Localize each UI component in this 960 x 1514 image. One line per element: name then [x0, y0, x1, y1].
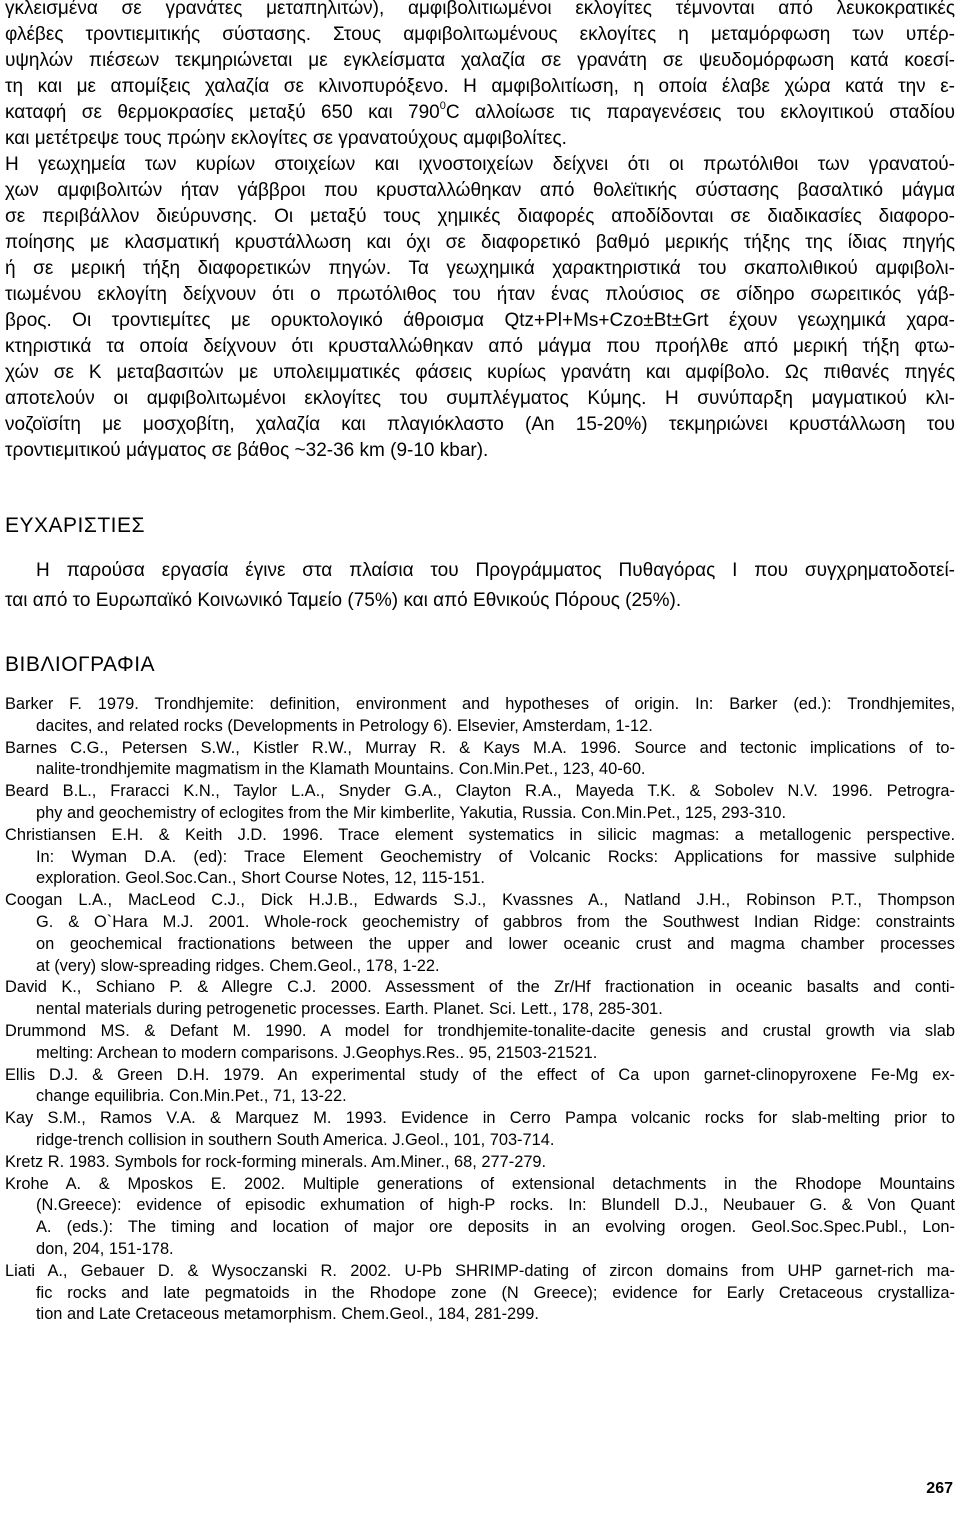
reference-line: Ellis D.J. & Green D.H. 1979. An experimental study of the effect of Ca upon garnet-clinopyroxene Fe-Mg ex-	[5, 1065, 955, 1084]
text-line: και μετέτρεψε τους πρώην εκλογίτες σε γρανατούχους αμφιβολίτες.	[5, 128, 567, 149]
reference-line: Coogan L.A., MacLeod C.J., Dick H.J.B., Edwards S.J., Kvassnes A., Natland J.H., Robinson P.T., Thompson	[5, 891, 955, 910]
text-line: χων αμφιβολιτών ήταν γάββροι που κρυσταλλώθηκαν από θολεϊτικής σύστασης βασαλτικό μάγμα	[5, 180, 955, 201]
reference-line: (N.Greece): evidence of episodic exhumation of high-P rocks. In: Blundell D.J., Neubauer G. & Von Quant	[36, 1196, 955, 1215]
page-number: 267	[926, 1480, 953, 1497]
text-line: ται από το Ευρωπαϊκό Κοινωνικό Ταμείο (75%) και από Εθνικούς Πόρους (25%).	[5, 590, 682, 611]
text-line: Η γεωχημεία των κυρίων στοιχείων και ιχνοστοιχείων δείχνει ότι οι πρωτόλιθοι των γρανατού-	[5, 154, 955, 175]
acknowledgements-text	[5, 556, 955, 616]
text-line: αποτελούν οι αμφιβολιτωμένοι εκλογίτες του συμπλέγματος Κύμης. Η συνύπαρξη μαγματικού κλι-	[5, 388, 955, 409]
body-paragraph-2	[5, 152, 955, 464]
reference-item	[5, 890, 955, 977]
text-line: γκλεισμένα σε γρανάτες μεταπηλιτών), αμφιβολιτιωμένοι εκλογίτες τέμνονται από λευκοκρατικές	[5, 0, 955, 19]
reference-line: Krohe A. & Mposkos E. 2002. Multiple generations of extensional detachments in the Rhodope Mountains	[5, 1174, 955, 1193]
reference-line: don, 204, 151-178.	[36, 1239, 174, 1258]
text-line: σε περιβάλλον διεύρυνσης. Οι μεταξύ τους χημικές διαφορές αποδίδονται σε διαδικασίες διαφορο-	[5, 206, 955, 227]
reference-line: at (very) slow-spreading ridges. Chem.Geol., 178, 1-22.	[36, 956, 440, 975]
text-line: τιωμένου εκλογίτη δείχνουν ότι ο πρωτόλιθος του ήταν ένας πλούσιος σε σίδηρο σωρειτικός γάβ-	[5, 284, 955, 305]
superscript: 0	[439, 99, 446, 112]
text-line: νοζοϊσίτη με μοσχοβίτη, χαλαζία και πλαγιόκλαστο (An 15-20%) τεκμηριώνει κρυστάλλωση του	[5, 414, 955, 435]
reference-line: fic rocks and late pegmatoids in the Rhodope zone (N Greece); evidence for Early Cretaceous crystalliza-	[36, 1283, 955, 1302]
reference-line: Drummond MS. & Defant M. 1990. A model for trondhjemite-tonalite-dacite genesis and crustal growth via slab	[5, 1021, 955, 1040]
reference-item	[5, 977, 955, 1021]
text-line: ποίησης με κλασματική κρυστάλλωση και όχι σε διαφορετικό βαθμό μερικής τήξης της ίδιας πηγής	[5, 232, 955, 253]
text-line: τροντιεμιτικού μάγματος σε βάθος ~32-36 km (9-10 kbar).	[5, 440, 489, 461]
reference-item	[5, 1065, 955, 1109]
text-line: βρος. Οι τροντιεμίτες με ορυκτολογικό άθροισμα Qtz+Pl+Ms+Czo±Bt±Grt έχουν γεωχημικά χαρα-	[5, 310, 955, 331]
reference-item	[5, 738, 955, 782]
text-fragment: καταφή σε θερμοκρασίες μεταξύ 650 και 790	[5, 102, 440, 123]
reference-item	[5, 1152, 955, 1174]
references-heading: ΒΙΒΛΙΟΓΡΑΦΙΑ	[5, 653, 156, 676]
references-list	[5, 694, 955, 1326]
reference-item	[5, 694, 955, 738]
reference-line: Liati A., Gebauer D. & Wysoczanski R. 2002. U-Pb SHRIMP-dating of zircon domains from UHP garnet-rich ma-	[5, 1261, 955, 1280]
reference-item	[5, 1261, 955, 1326]
body-paragraph-1	[5, 0, 955, 152]
acknowledgements-heading: ΕΥΧΑΡΙΣΤΙΕΣ	[5, 514, 146, 537]
reference-line: ridge-trench collision in southern South America. J.Geol., 101, 703-714.	[36, 1130, 555, 1149]
text-line: κτηριστικά τα οποία δείχνουν ότι κρυσταλλώθηκαν από μάγμα που προήλθε από μερική τήξη φτω-	[5, 336, 955, 357]
reference-line: tion and Late Cretaceous metamorphism. Chem.Geol., 184, 281-299.	[36, 1305, 539, 1324]
reference-line: Kay S.M., Ramos V.A. & Marquez M. 1993. Evidence in Cerro Pampa volcanic rocks for slab-melting prior to	[5, 1109, 955, 1128]
reference-item	[5, 1174, 955, 1261]
text-line	[5, 100, 955, 126]
text-line: Η παρούσα εργασία έγινε στα πλαίσια του Προγράμματος Πυθαγόρας Ι που συγχρηματοδοτεί-	[36, 560, 955, 581]
reference-line: nental materials during petrogenetic processes. Earth. Planet. Sci. Lett., 178, 285-301.	[36, 1000, 663, 1019]
reference-line: Barker F. 1979. Trondhjemite: definition, environment and hypotheses of origin. In: Barker (ed.): Trondhjemites,	[5, 695, 955, 713]
text-line: υψηλών πιέσεων τεκμηριώνεται με εγκλείσματα χαλαζία σε γρανάτη σε ψευδομόρφωση κατά κοεσί-	[5, 50, 955, 71]
text-line: ή σε μερική τήξη διαφορετικών πηγών. Τα γεωχημικά χαρακτηριστικά του σκαπολιθικού αμφιβολι-	[5, 258, 955, 279]
reference-line: In: Wyman D.A. (ed): Trace Element Geochemistry of Volcanic Rocks: Applications for massive sulphide	[36, 847, 955, 866]
reference-line: change equilibria. Con.Min.Pet., 71, 13-22.	[36, 1087, 347, 1106]
reference-line: Christiansen E.H. & Keith J.D. 1996. Trace element systematics in silicic magmas: a metallogenic perspective.	[5, 825, 955, 844]
reference-line: Kretz R. 1983. Symbols for rock-forming minerals. Am.Miner., 68, 277-279.	[5, 1152, 547, 1171]
reference-line: David K., Schiano P. & Allegre C.J. 2000. Assessment of the Zr/Hf fractionation in oceanic basalts and conti-	[5, 978, 955, 997]
text-fragment: C αλλοίωσε τις παραγενέσεις του εκλογιτικού σταδίου	[445, 102, 955, 123]
reference-item	[5, 825, 955, 890]
reference-line: A. (eds.): The timing and location of major ore deposits in an evolving orogen. Geol.Soc.Spec.Publ., Lon-	[36, 1218, 955, 1237]
reference-line: nalite-trondhjemite magmatism in the Klamath Mountains. Con.Min.Pet., 123, 40-60.	[36, 760, 646, 779]
reference-item	[5, 1108, 955, 1152]
reference-item	[5, 781, 955, 825]
reference-line: Barnes C.G., Petersen S.W., Kistler R.W., Murray R. & Kays M.A. 1996. Source and tectonic implications of to-	[5, 738, 955, 757]
reference-line: G. & O`Hara M.J. 2001. Whole-rock geochemistry of gabbros from the Southwest Indian Ridge: constraints	[36, 912, 955, 931]
reference-line: melting: Archean to modern comparisons. J.Geophys.Res.. 95, 21503-21521.	[36, 1043, 598, 1062]
text-line: φλέβες τροντιεμιτικής σύστασης. Στους αμφιβολιτωμένους εκλογίτες η μεταμόρφωση των υπέρ-	[5, 24, 955, 45]
reference-item	[5, 1021, 955, 1065]
text-line: χών σε K μεταβασιτών με υπολειμματικές φάσεις κυρίως γρανάτη και αμφίβολο. Ως πιθανές πηγές	[5, 362, 955, 383]
reference-line: dacites, and related rocks (Developments in Petrology 6). Elsevier, Amsterdam, 1-12.	[36, 716, 653, 735]
reference-line: exploration. Geol.Soc.Can., Short Course Notes, 12, 115-151.	[36, 869, 485, 888]
reference-line: Beard B.L., Fraracci K.N., Taylor L.A., Snyder G.A., Clayton R.A., Mayeda T.K. & Sobolev N.V. 1996. Petrogra-	[5, 782, 955, 801]
reference-line: phy and geochemistry of eclogites from the Mir kimberlite, Yakutia, Russia. Con.Min.Pet., 125, 293-310.	[36, 803, 787, 822]
text-line: τη και με απομίξεις χαλαζία σε κλινοπυρόξενο. Η αμφιβολιτίωση, η οποία έλαβε χώρα κατά την ε-	[5, 76, 955, 97]
reference-line: on geochemical fractionations between the upper and lower oceanic crust and magma chamber processes	[36, 934, 955, 953]
